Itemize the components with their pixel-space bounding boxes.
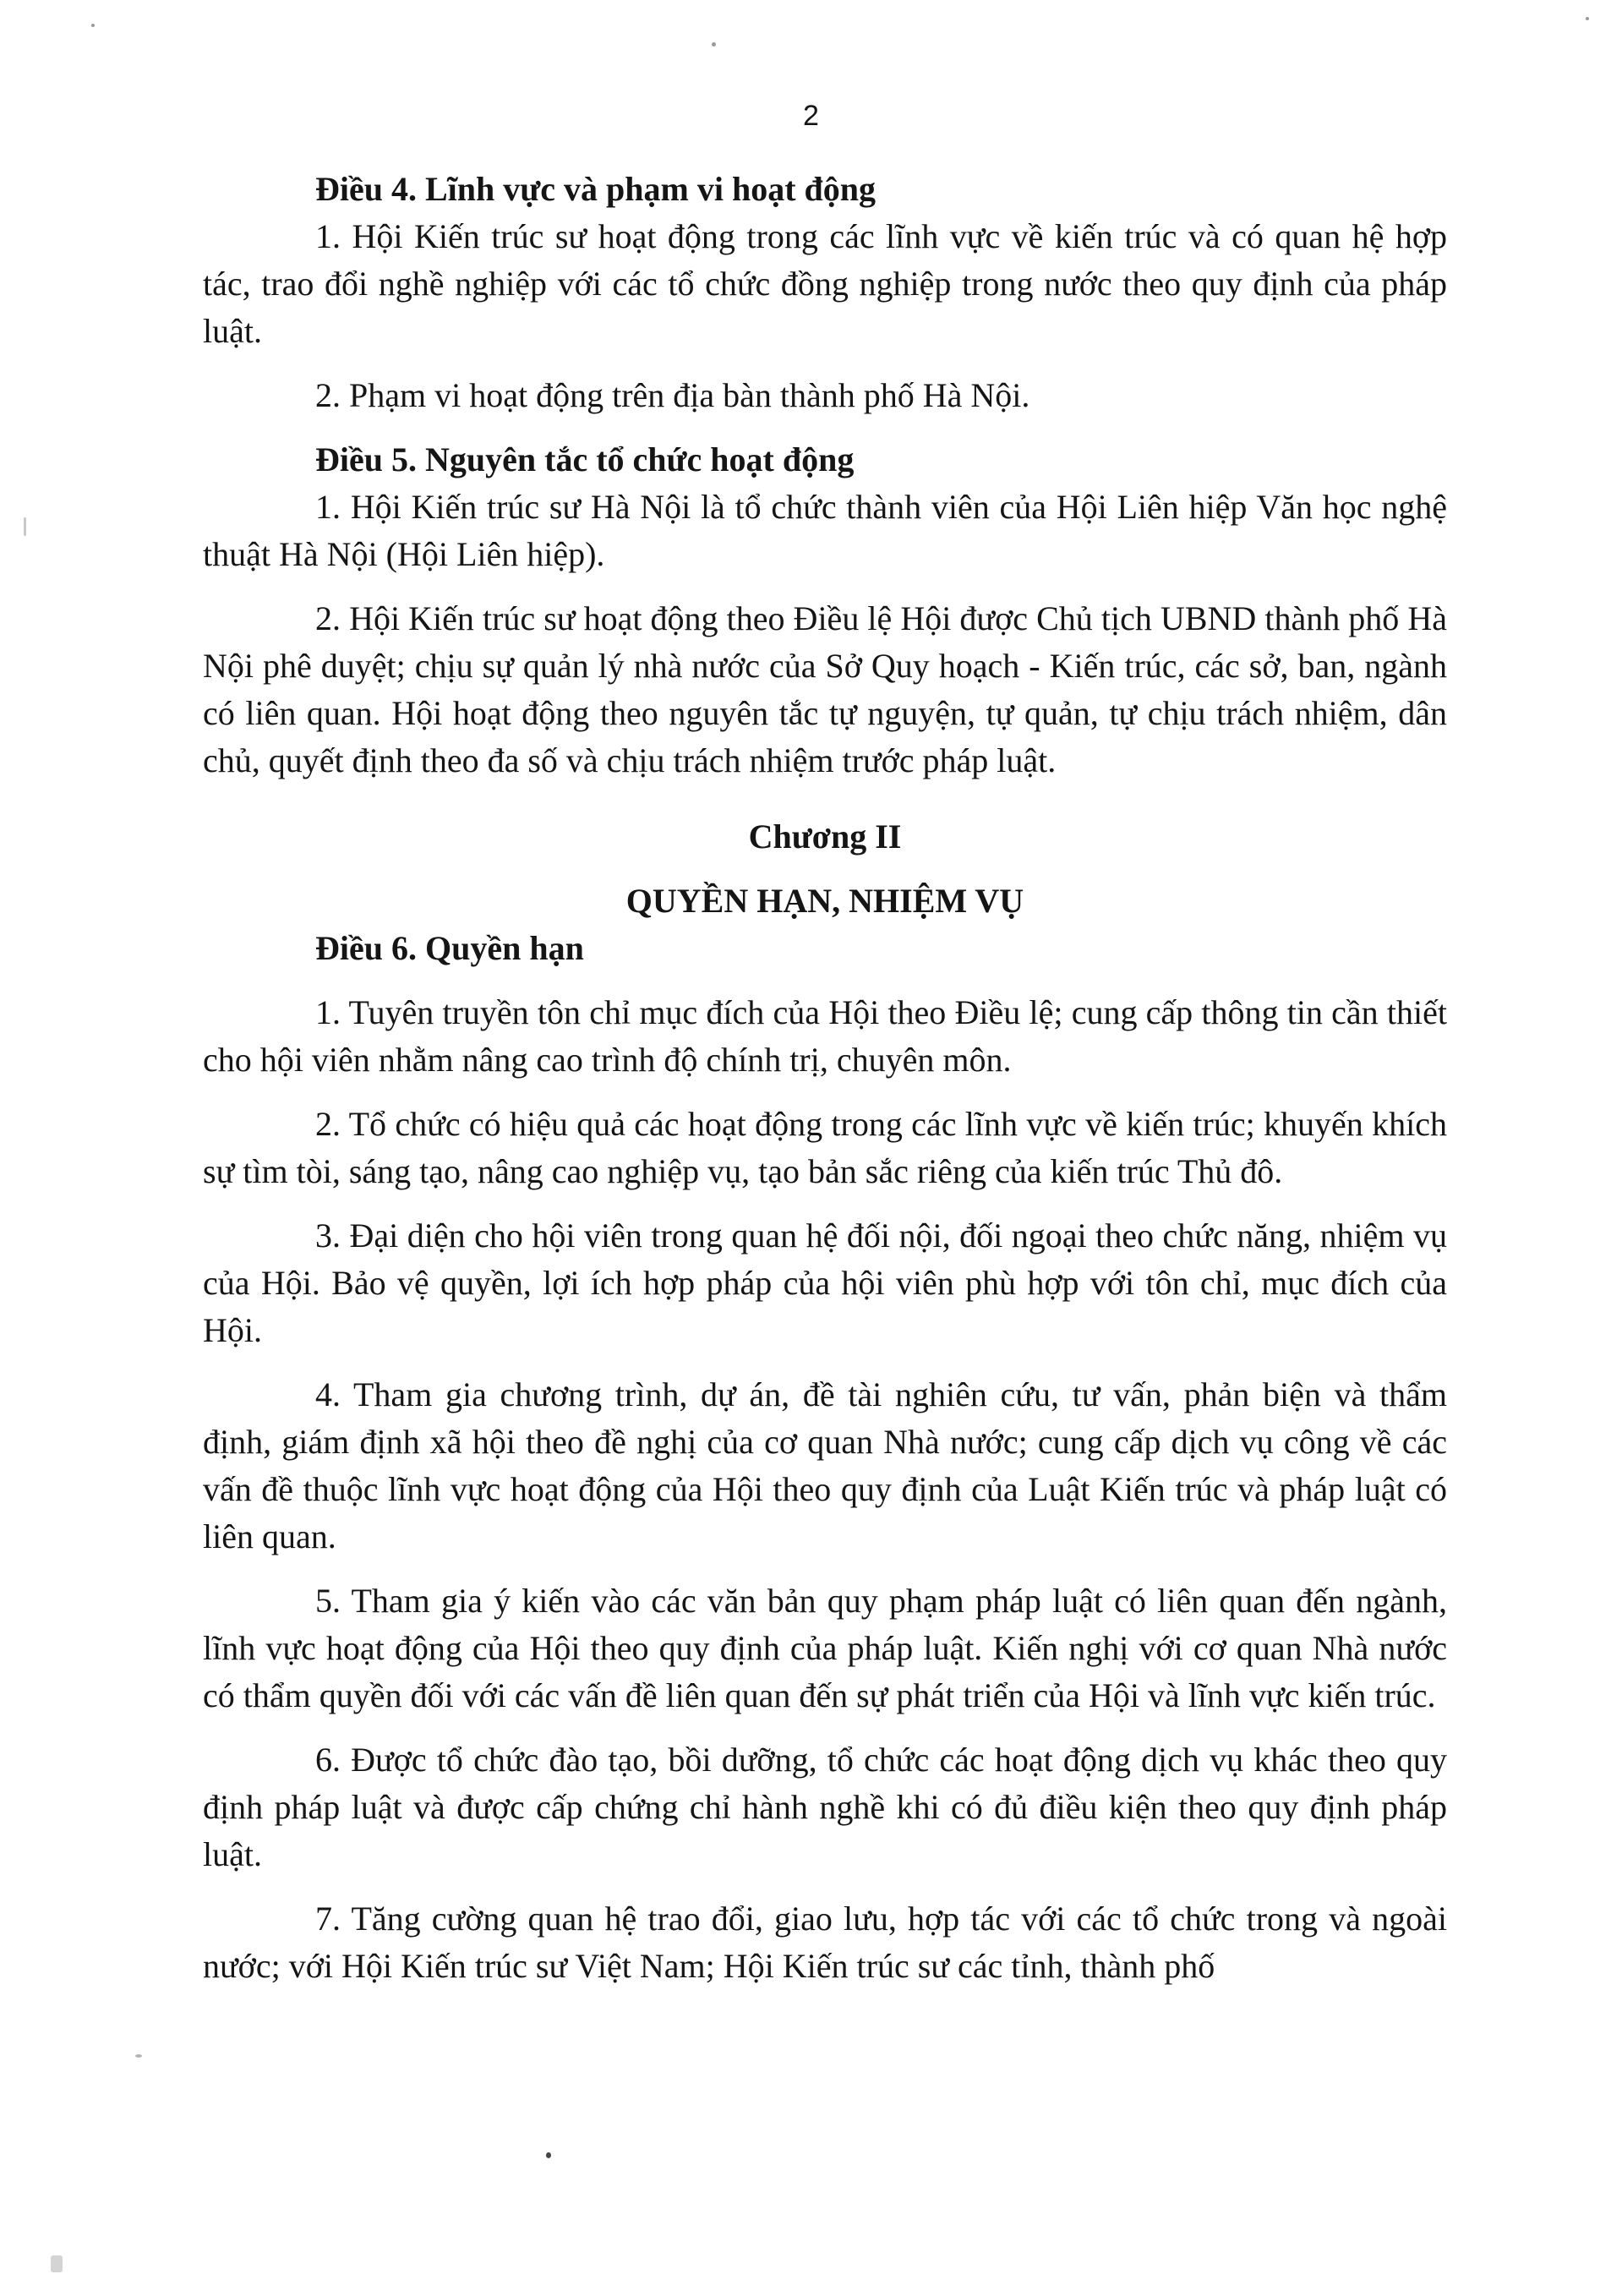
scan-speck [91,24,95,27]
article-6-heading: Điều 6. Quyền hạn [315,929,584,967]
article-6-paragraph-1: 1. Tuyên truyền tôn chỉ mục đích của Hội theo Điều lệ; cung cấp thông tin cần thiết cho hội viên nhằm nâng cao trình độ chính trị, chuyên môn. [203,993,1447,1079]
article-5-paragraph-2: 2. Hội Kiến trúc sư hoạt động theo Điều lệ Hội được Chủ tịch UBND thành phố Hà Nội phê duyệt; chịu sự quản lý nhà nước của Sở Quy hoạch - Kiến trúc, các sở, ban, ngành có liên quan. Hội hoạt động theo nguyên tắc tự nguyện, tự quản, tự chịu trách nhiệm, dân chủ, quyết định theo đa số và chịu trách nhiệm trước pháp luật. [203,599,1447,779]
scan-speck [24,517,26,536]
article-6-paragraph-2: 2. Tổ chức có hiệu quả các hoạt động trong các lĩnh vực về kiến trúc; khuyến khích sự tìm tòi, sáng tạo, nâng cao nghiệp vụ, tạo bản sắc riêng của kiến trúc Thủ đô. [203,1105,1447,1190]
article-6-paragraph-3: 3. Đại diện cho hội viên trong quan hệ đối nội, đối ngoại theo chức năng, nhiệm vụ của Hội. Bảo vệ quyền, lợi ích hợp pháp của hội viên phù hợp với tôn chỉ, mục đích của Hội. [203,1216,1447,1349]
article-4-paragraph-2: 2. Phạm vi hoạt động trên địa bàn thành phố Hà Nội. [315,376,1030,414]
article-5-paragraph-1: 1. Hội Kiến trúc sư Hà Nội là tổ chức thành viên của Hội Liên hiệp Văn học nghệ thuật Hà Nội (Hội Liên hiệp). [203,488,1447,573]
article-6-paragraph-5: 5. Tham gia ý kiến vào các văn bản quy phạm pháp luật có liên quan đến ngành, lĩnh vực hoạt động của Hội theo quy định của pháp luật. Kiến nghị với cơ quan Nhà nước có thẩm quyền đối với các vấn đề liên quan đến sự phát triển của Hội và lĩnh vực kiến trúc. [203,1582,1447,1714]
page-number: 2 [803,100,819,132]
article-6-paragraph-6: 6. Được tổ chức đào tạo, bồi dưỡng, tổ chức các hoạt động dịch vụ khác theo quy định pháp luật và được cấp chứng chỉ hành nghề khi có đủ điều kiện theo quy định pháp luật. [203,1741,1447,1873]
document-body [203,166,1447,1990]
chapter-title: QUYỀN HẠN, NHIỆM VỤ [625,882,1024,920]
chapter-label: Chương II [748,817,902,856]
scan-speck [135,2054,142,2058]
scan-speck [546,2152,551,2158]
article-4-paragraph-1: 1. Hội Kiến trúc sư hoạt động trong các lĩnh vực về kiến trúc và có quan hệ hợp tác, trao đổi nghề nghiệp với các tổ chức đồng nghiệp trong nước theo quy định của pháp luật. [203,217,1447,350]
article-4-heading: Điều 4. Lĩnh vực và phạm vi hoạt động [315,170,877,208]
scan-speck [51,2255,63,2272]
scan-speck [1586,17,1589,20]
article-6-paragraph-7: 7. Tăng cường quan hệ trao đổi, giao lưu, hợp tác với các tổ chức trong và ngoài nước; với Hội Kiến trúc sư Việt Nam; Hội Kiến trúc sư các tỉnh, thành phố [203,1900,1447,1985]
article-6-paragraph-4: 4. Tham gia chương trình, dự án, đề tài nghiên cứu, tư vấn, phản biện và thẩm định, giám định xã hội theo đề nghị của cơ quan Nhà nước; cung cấp dịch vụ công về các vấn đề thuộc lĩnh vực hoạt động của Hội theo quy định của Luật Kiến trúc và pháp luật có liên quan. [203,1375,1447,1555]
article-5-heading: Điều 5. Nguyên tắc tổ chức hoạt động [315,440,855,478]
scan-speck [712,42,716,46]
